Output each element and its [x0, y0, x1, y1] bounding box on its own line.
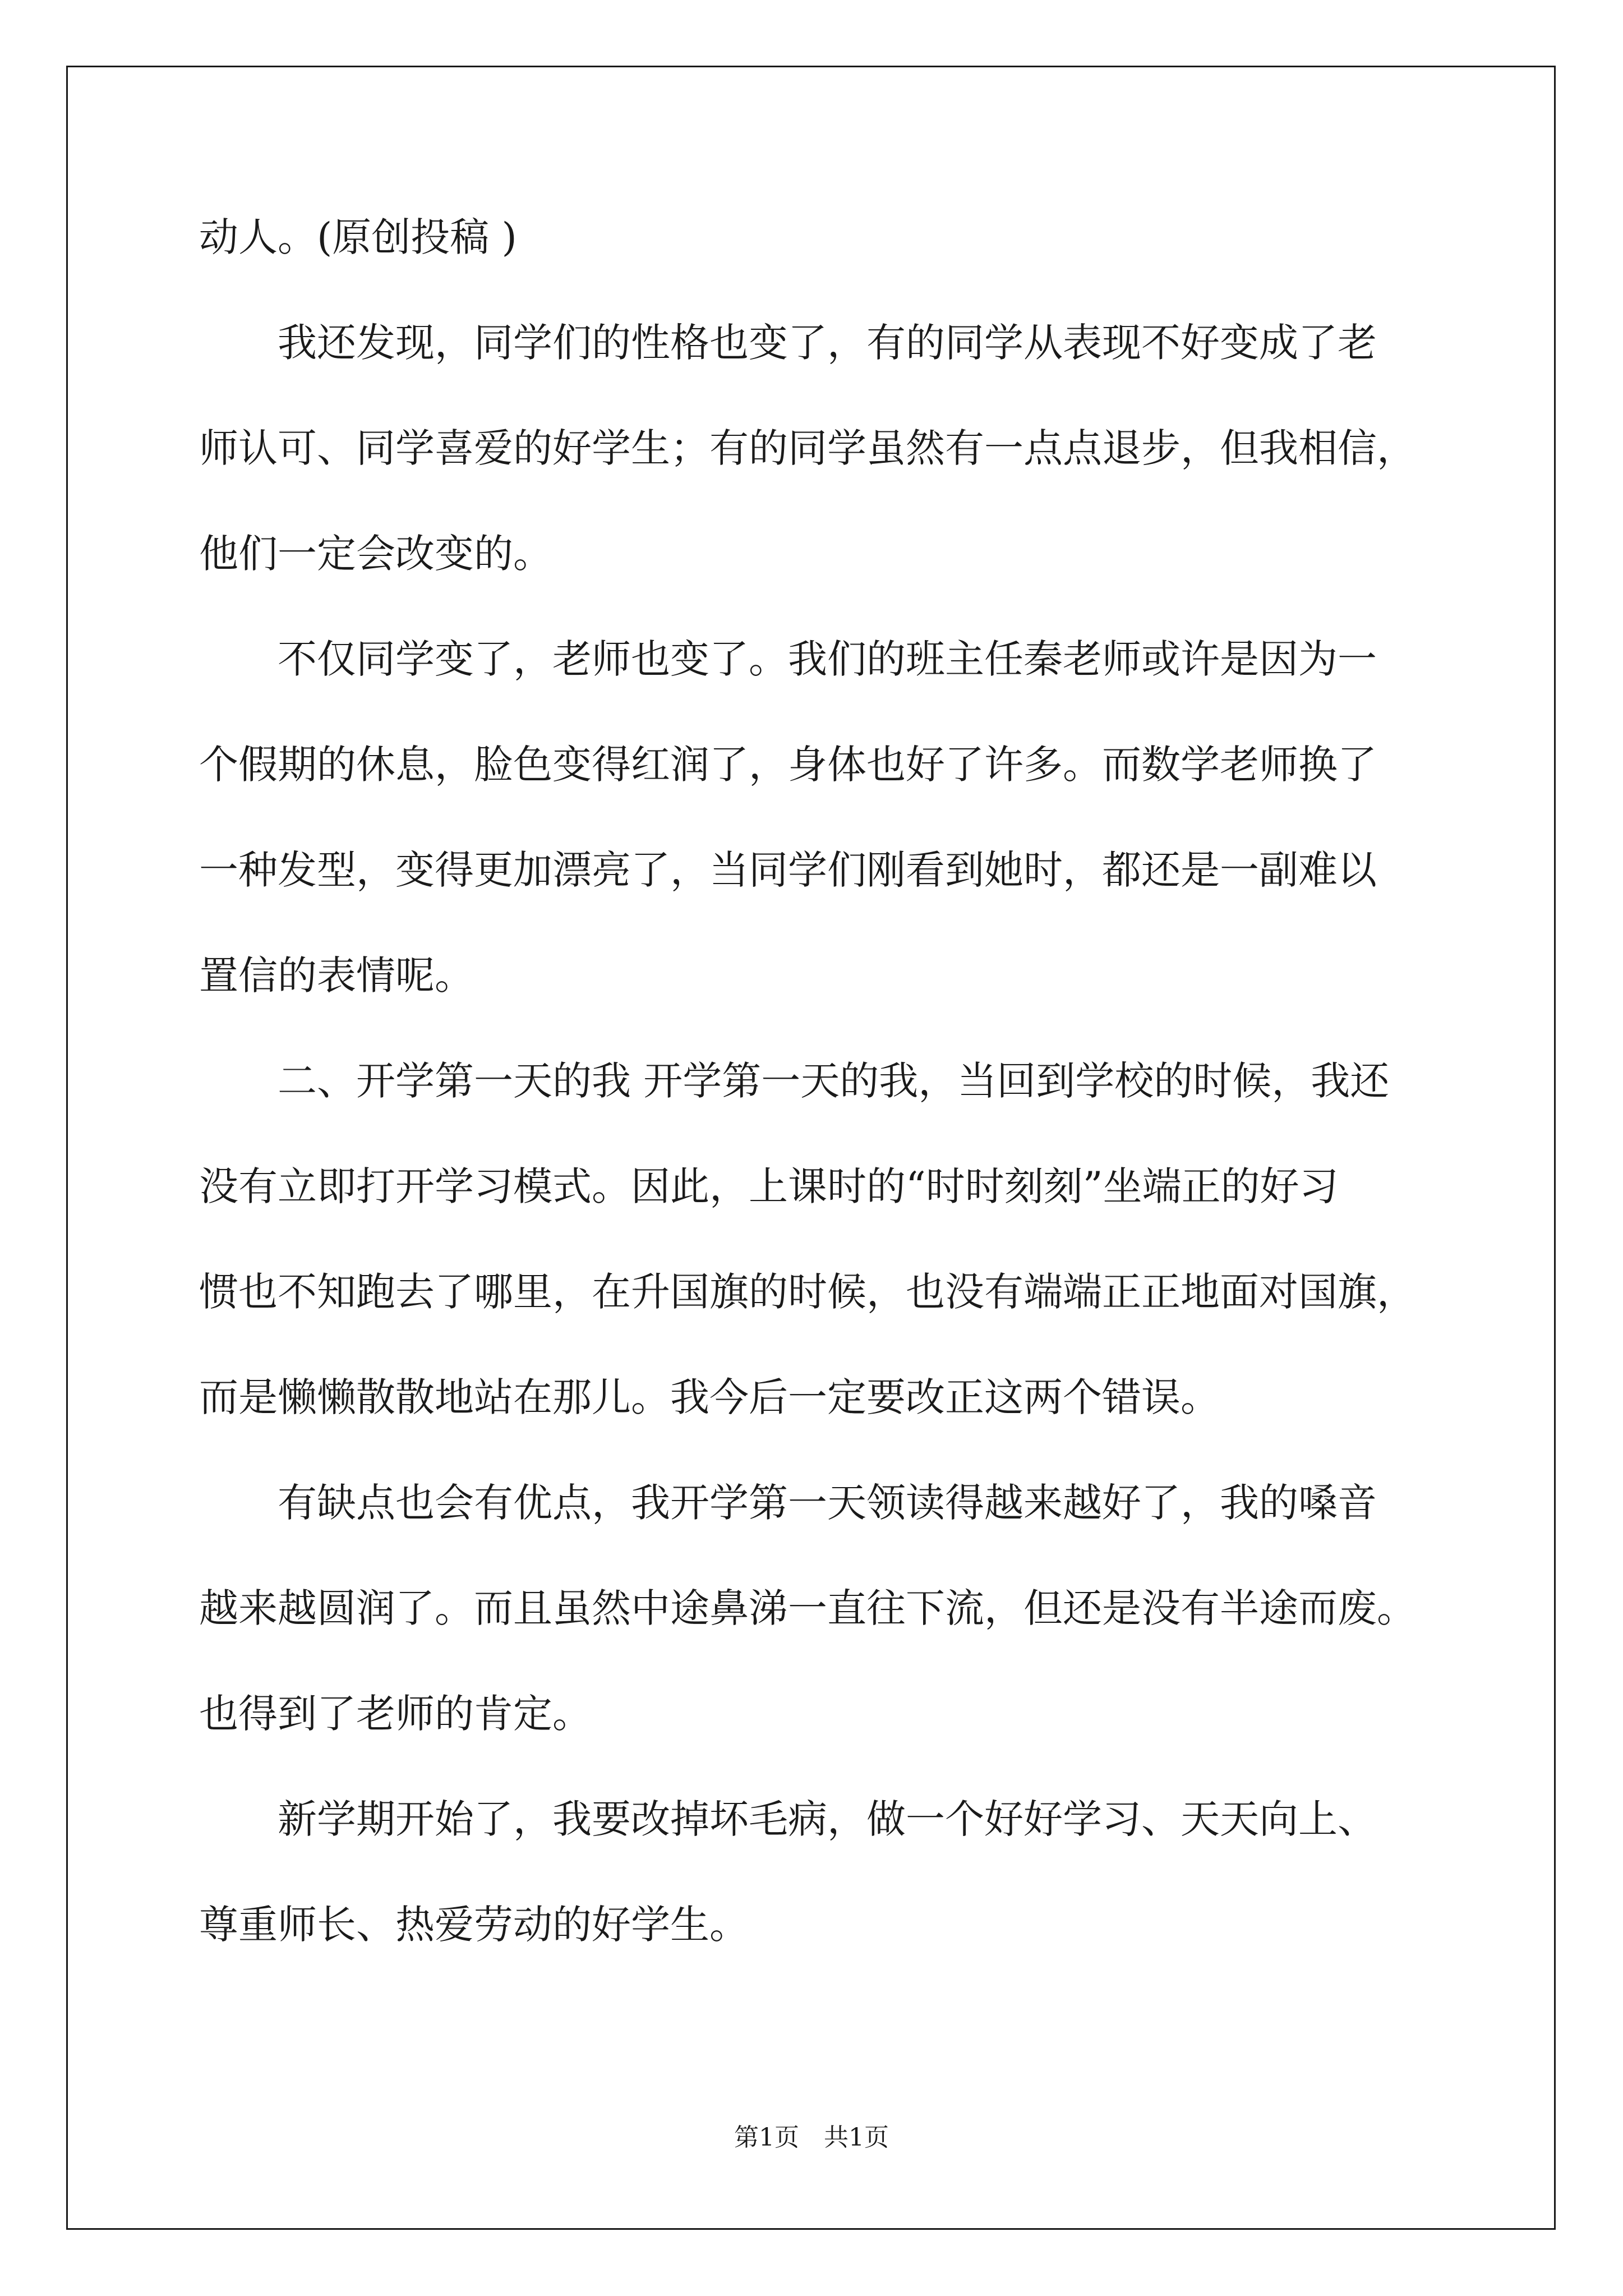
text-line: 没有立即打开学习模式。因此，上课时的“时时刻刻”坐端正的好习 — [199, 1163, 1339, 1209]
text-line: 动人。(原创投稿 ) — [199, 214, 517, 260]
text-line: 新学期开始了，我要改掉坏毛病，做一个好好学习、天天向上、 — [199, 1796, 1377, 1842]
text-line: 惯也不知跑去了哪里，在升国旗的时候，也没有端端正正地面对国旗， — [199, 1269, 1416, 1315]
text-line: 尊重师长、热爱劳动的好学生。 — [199, 1902, 749, 1948]
text-line: 不仅同学变了，老师也变了。我们的班主任秦老师或许是因为一 — [199, 636, 1377, 682]
text-line: 师认可、同学喜爱的好学生；有的同学虽然有一点点退步，但我相信， — [199, 425, 1416, 471]
text-line: 我还发现，同学们的性格也变了，有的同学从表现不好变成了老 — [199, 320, 1377, 366]
text-line: 有缺点也会有优点，我开学第一天领读得越来越好了，我的嗓音 — [199, 1480, 1377, 1526]
text-line: 一种发型，变得更加漂亮了，当同学们刚看到她时，都还是一副难以 — [199, 847, 1377, 893]
page-number: 第1页 共1页 — [734, 2123, 889, 2152]
text-line: 置信的表情呢。 — [199, 953, 474, 999]
text-line: 而是懒懒散散地站在那儿。我今后一定要改正这两个错误。 — [199, 1374, 1220, 1420]
text-line: 他们一定会改变的。 — [199, 531, 552, 577]
text-line: 也得到了老师的肯定。 — [199, 1691, 592, 1737]
text-line: 越来越圆润了。而且虽然中途鼻涕一直往下流，但还是没有半途而废。 — [199, 1585, 1416, 1631]
text-line: 二、开学第一天的我 开学第一天的我，当回到学校的时候，我还 — [199, 1058, 1390, 1104]
text-line: 个假期的休息，脸色变得红润了，身体也好了许多。而数学老师换了 — [199, 742, 1377, 788]
